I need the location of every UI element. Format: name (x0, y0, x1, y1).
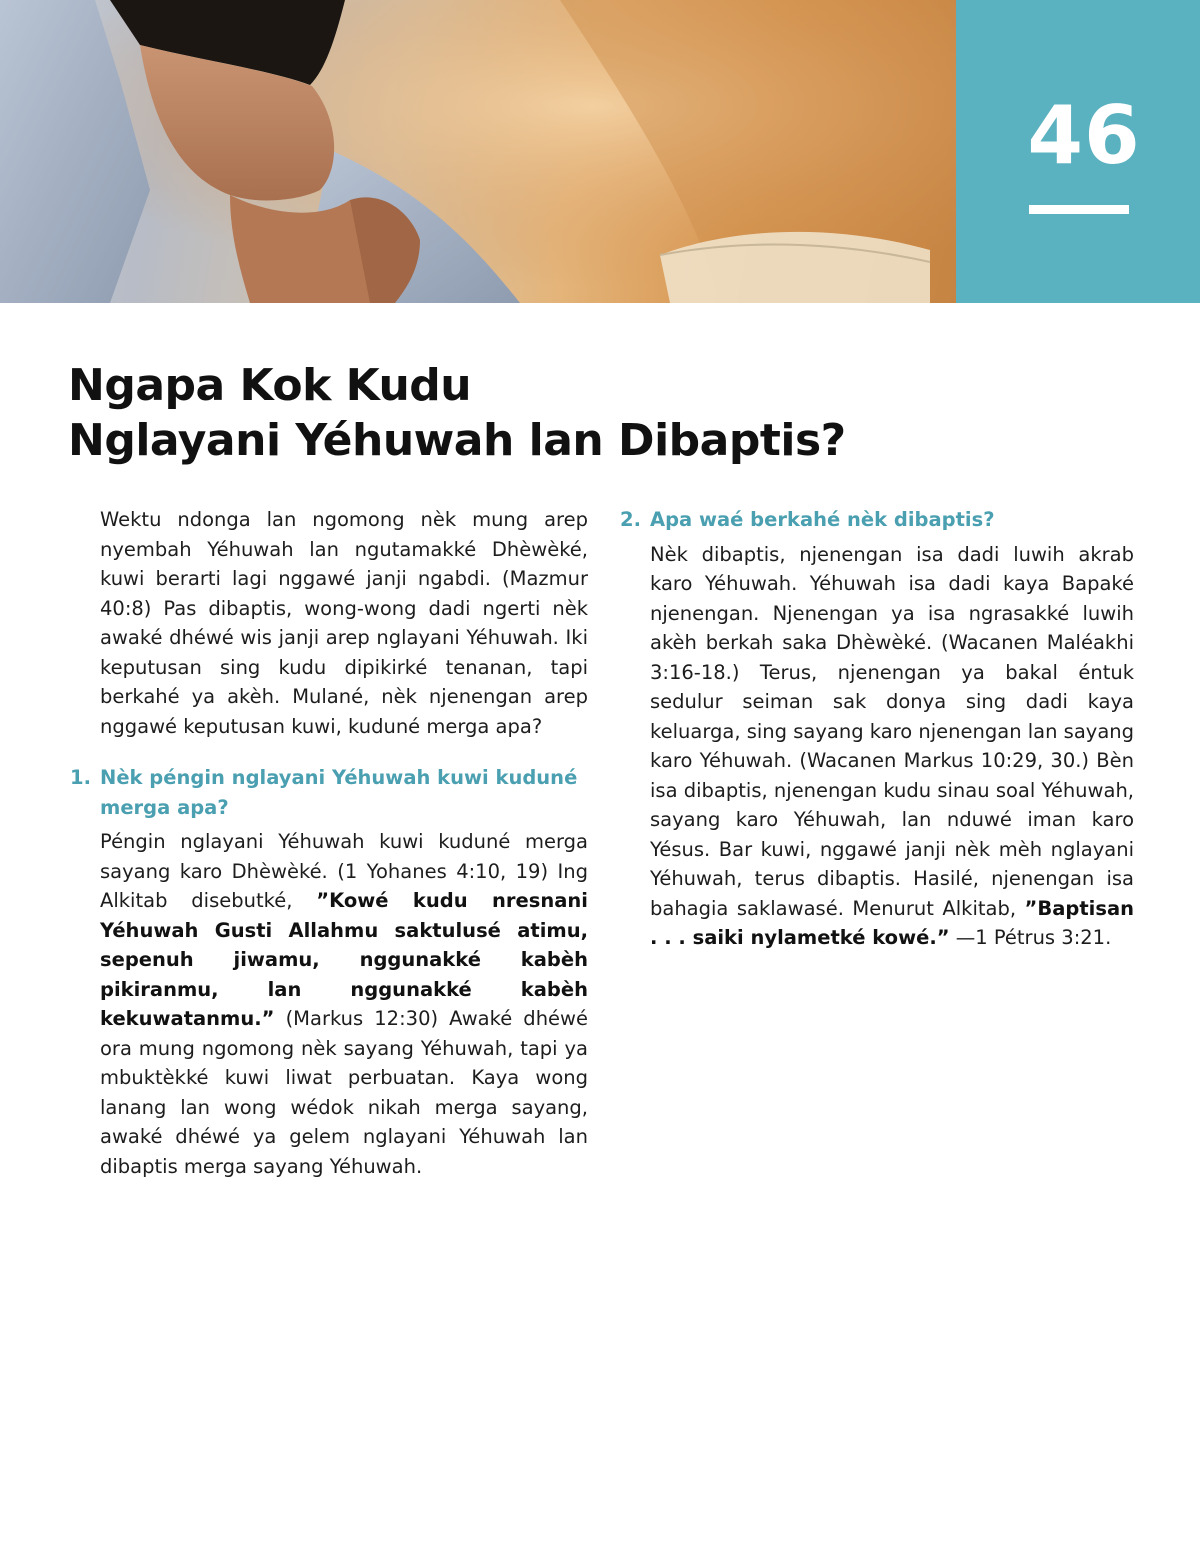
question-2-number: 2. (620, 508, 641, 531)
question-1-number: 1. (70, 766, 91, 789)
question-2-text: Apa waé berkahé nèk dibaptis? (650, 508, 995, 531)
lesson-badge (956, 0, 1200, 303)
lesson-number: 46 (1027, 89, 1141, 182)
answer-1-text-a: Péngin nglayani Yéhuwah kuwi kuduné merga sayang karo Dhèwèké. (1 Yohanes 4:10, 19) Ing Alkitab disebutké, (100, 830, 588, 912)
answer-1-quote: ”Kowé kudu nresnani Yéhuwah Gusti Allahmu saktulusé atimu, sepenuh jiwamu, nggunakké kabèh pikiranmu, lan nggunakké kabèh kekuwatanmu.” (100, 889, 588, 1030)
question-1-heading (70, 763, 588, 822)
title-line-2: Nglayani Yéhuwah lan Dibaptis? (68, 415, 846, 466)
title-line-1: Ngapa Kok Kudu (68, 360, 472, 411)
hero-photo (0, 0, 956, 303)
answer-1-text-b: (Markus 12:30) Awaké dhéwé ora mung ngomong nèk sayang Yéhuwah, tapi ya mbuktèkké kuwi liwat perbuatan. Kaya wong lanang lan wong wédok nikah merga sayang, awaké dhéwé ya gelem nglayani Yéhuwah lan dibaptis merga sayang Yéhuwah. (100, 1007, 588, 1178)
intro-paragraph: Wektu ndonga lan ngomong nèk mung arep nyembah Yéhuwah lan ngutamakké Dhèwèké, kuwi berarti lagi nggawé janji ngabdi. (Mazmur 40:8) Pas dibaptis, wong-wong dadi ngerti nèk awaké dhéwé wis janji arep nglayani Yéhuwah. Iki keputusan sing kudu dipikirké tenanan, tapi berkahé ya akèh. Mulané, nèk njenengan arep nggawé keputusan kuwi, kuduné merga apa? (100, 508, 588, 738)
right-column (620, 505, 1134, 953)
praying-man-illustration (0, 0, 956, 303)
question-2-heading (620, 505, 1134, 535)
answer-2-paragraph (620, 540, 1134, 953)
answer-2-text-a: Nèk dibaptis, njenengan isa dadi luwih akrab karo Yéhuwah. Yéhuwah isa dadi kaya Bapaké njenengan. Njenengan ya isa ngrasakké luwih akèh berkah saka Dhèwèké. (Wacanen Maléakhi 3:16-18.) Terus, njenengan ya bakal éntuk sedulur seiman sak donya sing dadi kaya keluarga, sing sayang karo njenengan lan sayang karo Yéhuwah. (Wacanen Markus 10:29, 30.) Bèn isa dibaptis, njenengan kudu sinau soal Yéhuwah, sayang karo Yéhuwah, lan nduwé iman karo Yésus. Bar kuwi, nggawé janji nèk mèh nglayani Yéhuwah, terus dibaptis. Hasilé, njenengan isa bahagia saklawasé. Menurut Alkitab, (650, 542, 1135, 920)
page-title (68, 358, 928, 468)
answer-2-text-b: —1 Pétrus 3:21. (949, 926, 1112, 949)
badge-underline (1029, 205, 1129, 214)
left-column (70, 505, 588, 1181)
answer-2-quote: ”Baptisan . . . saiki nylametké kowé.” (650, 896, 1134, 949)
answer-1-paragraph (70, 827, 588, 1181)
question-1-text: Nèk péngin nglayani Yéhuwah kuwi kuduné merga apa? (100, 766, 578, 819)
